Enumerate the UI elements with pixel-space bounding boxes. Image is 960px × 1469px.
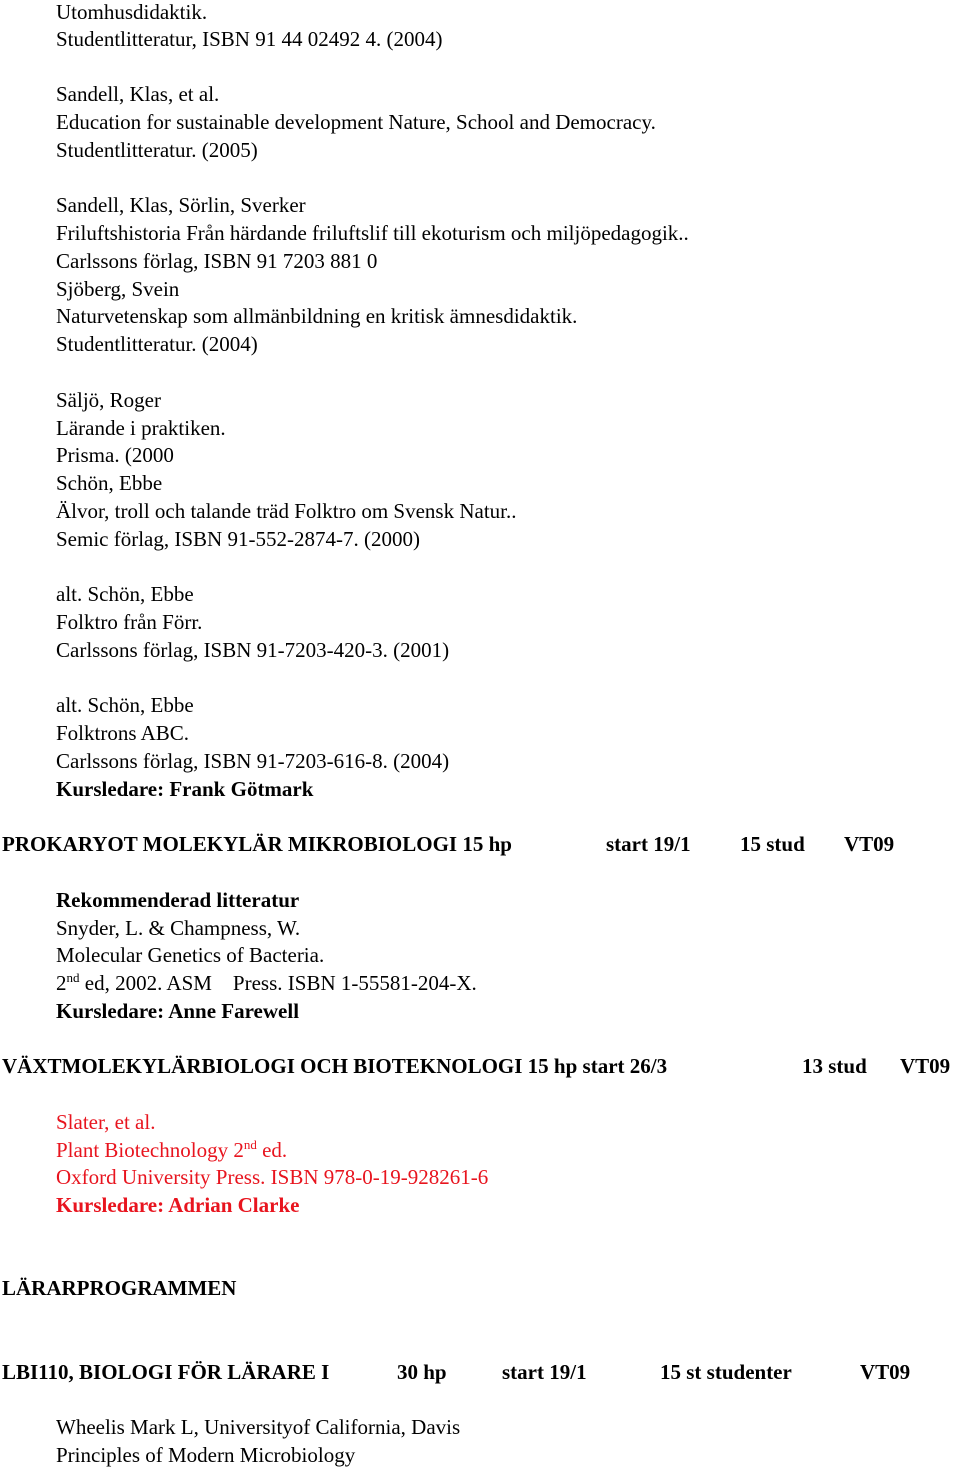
ref-line: Carlssons förlag, ISBN 91-7203-616-8. (2004) bbox=[56, 749, 450, 773]
literature-author: Wheelis Mark L, Universityof California, Davis bbox=[56, 1415, 461, 1439]
ref-line: Studentlitteratur. (2005) bbox=[56, 138, 258, 162]
ref-line: Carlssons förlag, ISBN 91-7203-420-3. (2001) bbox=[56, 638, 450, 662]
course-leader: Kursledare: Frank Götmark bbox=[56, 777, 314, 801]
course-title: VÄXTMOLEKYLÄRBIOLOGI OCH BIOTEKNOLOGI 15 hp start 26/3 bbox=[2, 1054, 668, 1078]
ref-line: Education for sustainable development Nature, School and Democracy. bbox=[56, 110, 656, 134]
ref-line: Sandell, Klas, et al. bbox=[56, 82, 220, 106]
section-heading: LÄRARPROGRAMMEN bbox=[2, 1276, 237, 1300]
ref-line: alt. Schön, Ebbe bbox=[56, 693, 194, 717]
ref-line: Älvor, troll och talande träd Folktro om Svensk Natur.. bbox=[56, 499, 517, 523]
ref-line: Folktrons ABC. bbox=[56, 721, 190, 745]
ref-line: Studentlitteratur, ISBN 91 44 02492 4. (2004) bbox=[56, 27, 443, 51]
literature-title: Molecular Genetics of Bacteria. bbox=[56, 943, 325, 967]
course-leader: Kursledare: Anne Farewell bbox=[56, 999, 300, 1023]
course-leader: Kursledare: Adrian Clarke bbox=[56, 1193, 300, 1217]
course-title: LBI110, BIOLOGI FÖR LÄRARE I bbox=[2, 1360, 330, 1384]
ref-line: Carlssons förlag, ISBN 91 7203 881 0 bbox=[56, 249, 378, 273]
ref-line: alt. Schön, Ebbe bbox=[56, 582, 194, 606]
literature-author: Snyder, L. & Champness, W. bbox=[56, 916, 301, 940]
course-start: start 19/1 bbox=[502, 1360, 587, 1384]
literature-edition bbox=[56, 969, 477, 997]
literature-heading: Rekommenderad litteratur bbox=[56, 888, 300, 912]
literature-publisher: Oxford University Press. ISBN 978-0-19-928261-6 bbox=[56, 1165, 489, 1189]
literature-title-text: Plant Biotechnology 2 bbox=[56, 1138, 244, 1162]
course-term: VT09 bbox=[860, 1360, 911, 1384]
ref-line: Schön, Ebbe bbox=[56, 471, 163, 495]
ref-line: Naturvetenskap som allmänbildning en kritisk ämnesdidaktik. bbox=[56, 304, 578, 328]
ref-line: Prisma. (2000 bbox=[56, 443, 174, 467]
literature-title-end: ed. bbox=[256, 1138, 288, 1162]
course-hp: 30 hp bbox=[397, 1360, 447, 1384]
course-term: VT09 bbox=[900, 1054, 951, 1078]
ref-line: Lärande i praktiken. bbox=[56, 416, 226, 440]
course-title: PROKARYOT MOLEKYLÄR MIKROBIOLOGI 15 hp bbox=[2, 832, 512, 856]
literature-title: Principles of Modern Microbiology bbox=[56, 1443, 356, 1467]
literature-title bbox=[56, 1136, 287, 1164]
literature-author: Slater, et al. bbox=[56, 1110, 156, 1134]
ref-line: Utomhusdidaktik. bbox=[56, 0, 208, 24]
edition-details: ed, 2002. ASM Press. ISBN 1-55581-204-X. bbox=[79, 971, 477, 995]
course-start: start 19/1 bbox=[606, 832, 691, 856]
course-students: 15 stud bbox=[740, 832, 805, 856]
ref-line: Säljö, Roger bbox=[56, 388, 161, 412]
ref-line: Studentlitteratur. (2004) bbox=[56, 332, 258, 356]
edition-suffix: nd bbox=[66, 970, 80, 985]
ref-line: Sjöberg, Svein bbox=[56, 277, 180, 301]
course-students: 15 st studenter bbox=[660, 1360, 792, 1384]
edition-suffix: nd bbox=[243, 1137, 257, 1152]
edition-number: 2 bbox=[56, 971, 67, 995]
course-students: 13 stud bbox=[802, 1054, 867, 1078]
ref-line: Sandell, Klas, Sörlin, Sverker bbox=[56, 193, 306, 217]
ref-line: Friluftshistoria Från härdande friluftslif till ekoturism och miljöpedagogik.. bbox=[56, 221, 689, 245]
ref-line: Folktro från Förr. bbox=[56, 610, 203, 634]
course-term: VT09 bbox=[844, 832, 895, 856]
ref-line: Semic förlag, ISBN 91-552-2874-7. (2000) bbox=[56, 527, 420, 551]
